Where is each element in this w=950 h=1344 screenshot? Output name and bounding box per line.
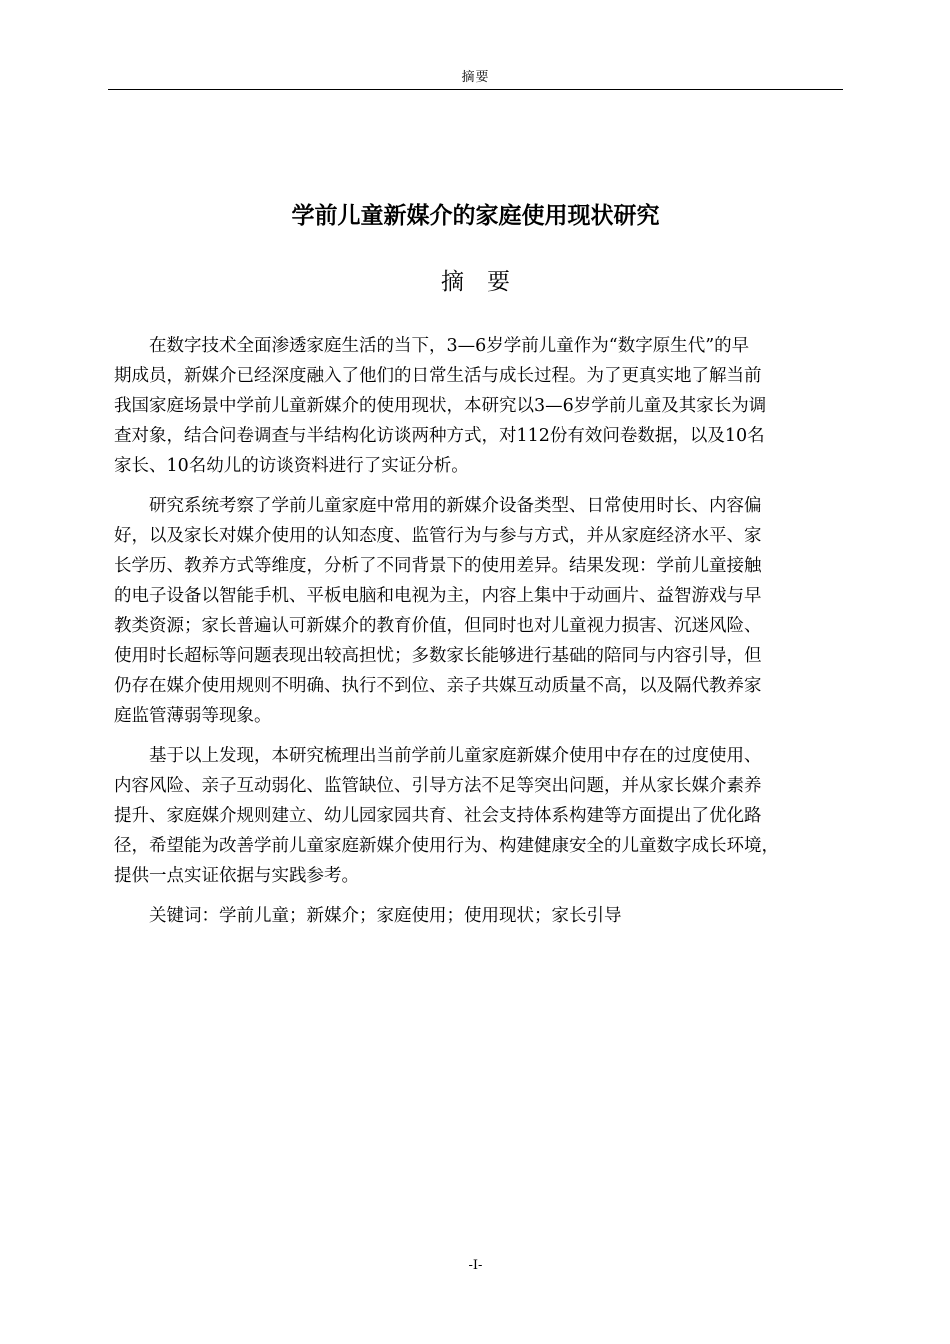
abstract-heading: 摘要 bbox=[441, 269, 533, 295]
header-divider bbox=[108, 89, 843, 90]
abstract-paragraph-3: 基于以上发现，本研究梳理出当前学前儿童家庭新媒介使用中存在的过度使用、 内容风险、亲子互动弱化、监管缺位、引导方法不足等突出问题，并从家长媒介素养 提升、家庭媒介规则建立、幼儿园家园共育、社会支持体系构建等方面提出了优化路 径，希望能为改善学前儿童家庭新媒介使用行为、构建健康安全的儿童数字成长环境， 提供一点实证依据与实践参考。 bbox=[114, 746, 779, 886]
keywords-line: 关键词：学前儿童；新媒介；家庭使用；使用现状；家长引导 bbox=[149, 906, 622, 926]
document-title: 学前儿童新媒介的家庭使用现状研究 bbox=[291, 203, 660, 229]
abstract-paragraph-1: 在数字技术全面渗透家庭生活的当下，3—6岁学前儿童作为“数字原生代”的早 期成员，新媒介已经深度融入了他们的日常生活与成长过程。为了更真实地了解当前 我国家庭场景中学前儿童新媒介的使用现状，本研究以3—6岁学前儿童及其家长为调 查对象，结合问卷调查与半结构化访谈两种方式，对112份有效问卷数据，以及10名 家长、10名幼儿的访谈资料进行了实证分析。 bbox=[114, 336, 767, 476]
page-number: -I- bbox=[468, 1258, 483, 1273]
abstract-body bbox=[114, 331, 844, 941]
abstract-paragraph-2: 研究系统考察了学前儿童家庭中常用的新媒介设备类型、日常使用时长、内容偏 好，以及家长对媒介使用的认知态度、监管行为与参与方式，并从家庭经济水平、家 长学历、教养方式等维度，分析了不同背景下的使用差异。结果发现：学前儿童接触 的电子设备以智能手机、平板电脑和电视为主，内容上集中于动画片、益智游戏与早 教类资源；家长普遍认可新媒介的教育价值，但同时也对儿童视力损害、沉迷风险、 使用时长超标等问题表现出较高担忧；多数家长能够进行基础的陪同与内容引导，但 仍存在媒介使用规则不明确、执行不到位、亲子共媒互动质量不高，以及隔代教养家 庭监管薄弱等现象。 bbox=[114, 496, 762, 726]
running-header: 摘要 bbox=[461, 70, 490, 85]
